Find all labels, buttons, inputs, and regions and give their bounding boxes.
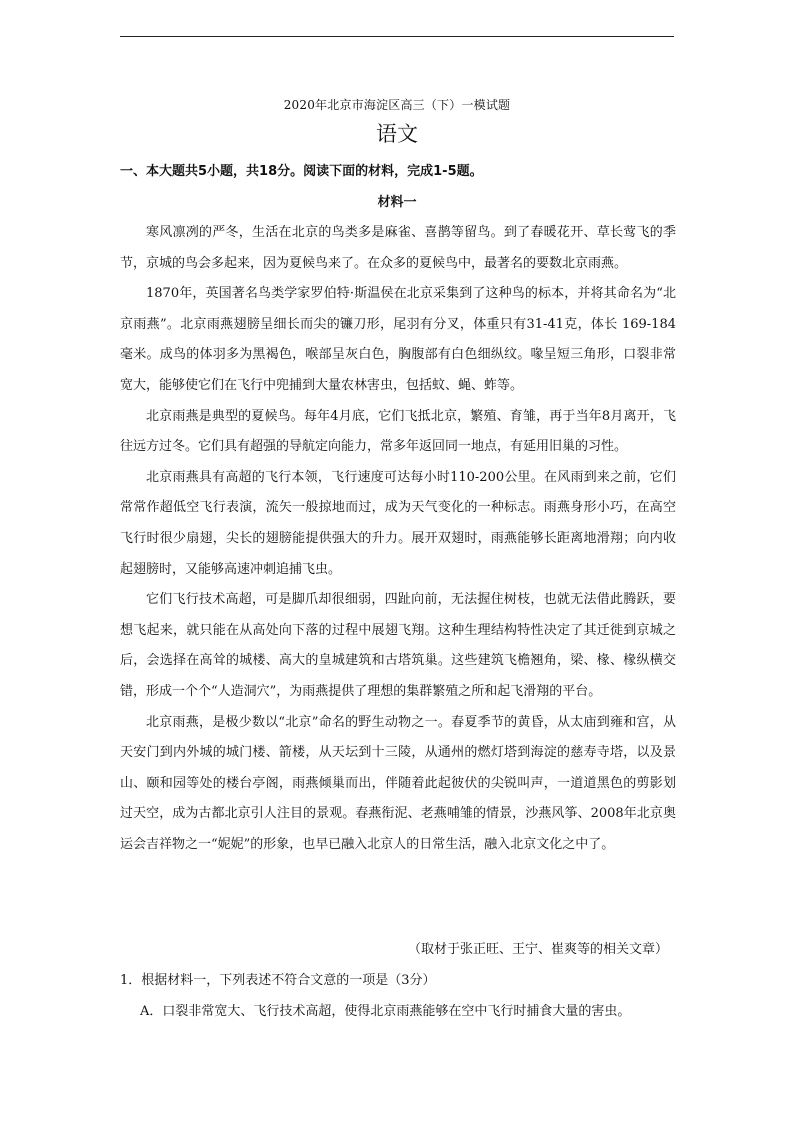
source-citation: （取材于张正旺、王宁、崔爽等的相关文章）: [407, 942, 668, 957]
paragraph: 北京雨燕具有高超的飞行本领，飞行速度可达每小时110-200公里。在风雨到来之前，它们常常作超低空飞行表演，流矢一般掠地而过，成为天气变化的一种标志。雨燕身形小巧，在高空飞行时很少扇翅，尖长的翅膀能提供强大的升力。展开双翅时，雨燕能够长距离地滑翔；向内收起翅膀时，又能够高速冲刺追捕飞虫。: [120, 469, 676, 577]
paragraph: 北京雨燕是典型的夏候鸟。每年4月底，它们飞抵北京，繁殖、育雏，再于当年8月离开，飞往远方过冬。它们具有超强的导航定向能力，常多年返回同一地点，有延用旧巢的习性。: [120, 408, 676, 455]
question-stem: 1．根据材料一，下列表述不符合文意的一项是（3分）: [120, 973, 436, 988]
option-a: A．口裂非常宽大、飞行技术高超，使得北京雨燕能够在空中飞行时捕食大量的害虫。: [140, 1004, 631, 1019]
material-title: 材料一: [377, 195, 417, 210]
section-heading: 一、本大题共5小题，共18分。阅读下面的材料，完成1-5题。: [120, 164, 483, 179]
paragraph: 它们飞行技术高超，可是脚爪却很细弱，四趾向前，无法握住树枝，也就无法借此腾跃，要想飞起来，就只能在从高处向下落的过程中展翅飞翔。这种生理结构特性决定了其迁徙到京城之后，会选择在高耸的城楼、高大的皇城建筑和古塔筑巢。这些建筑飞檐翘角，梁、椽、椽纵横交错，形成一个个“人造洞穴”，为雨燕提供了理想的集群繁殖之所和起飞滑翔的平台。: [120, 592, 676, 699]
subject-title: 语文: [376, 122, 418, 146]
header-rule: [120, 36, 674, 37]
paragraph: 北京雨燕，是极少数以“北京”命名的野生动物之一。春夏季节的黄昏，从太庙到雍和宫，从天安门到内外城的城门楼、箭楼，从天坛到十三陵，从通州的燃灯塔到海淀的慈寿寺塔，以及景山、颐和园等处的楼台亭阁，雨燕倾巢而出，伴随着此起彼伏的尖锐叫声，一道道黑色的剪影划过天空，成为古都北京引人注目的景观。春燕衔泥、老燕哺雏的情景，沙燕风筝、2008年北京奥运会吉祥物之一“妮妮”的形象，也早已融入北京人的日常生活，融入北京文化之中了。: [120, 714, 676, 852]
material-body: [120, 218, 676, 860]
paragraph: 寒风凛冽的严冬，生活在北京的鸟类多是麻雀、喜鹊等留鸟。到了春暖花开、草长莺飞的季节，京城的鸟会多起来，因为夏候鸟来了。在众多的夏候鸟中，最著名的要数北京雨燕。: [120, 225, 676, 271]
exam-title: 2020年北京市海淀区高三（下）一模试题: [283, 98, 511, 112]
paragraph: 1870年，英国著名鸟类学家罗伯特·斯温侯在北京采集到了这种鸟的标本，并将其命名为“北京雨燕”。北京雨燕翅膀呈细长而尖的镰刀形，尾羽有分叉，体重只有31-41克，体长 169-184毫米。成鸟的体羽多为黑褐色，喉部呈灰白色，胸腹部有白色细纵纹。喙呈短三角形，口裂非常宽大，能够使它们在飞行中兜捕到大量农林害虫，包括蚊、蝇、蚱等。: [120, 286, 676, 393]
